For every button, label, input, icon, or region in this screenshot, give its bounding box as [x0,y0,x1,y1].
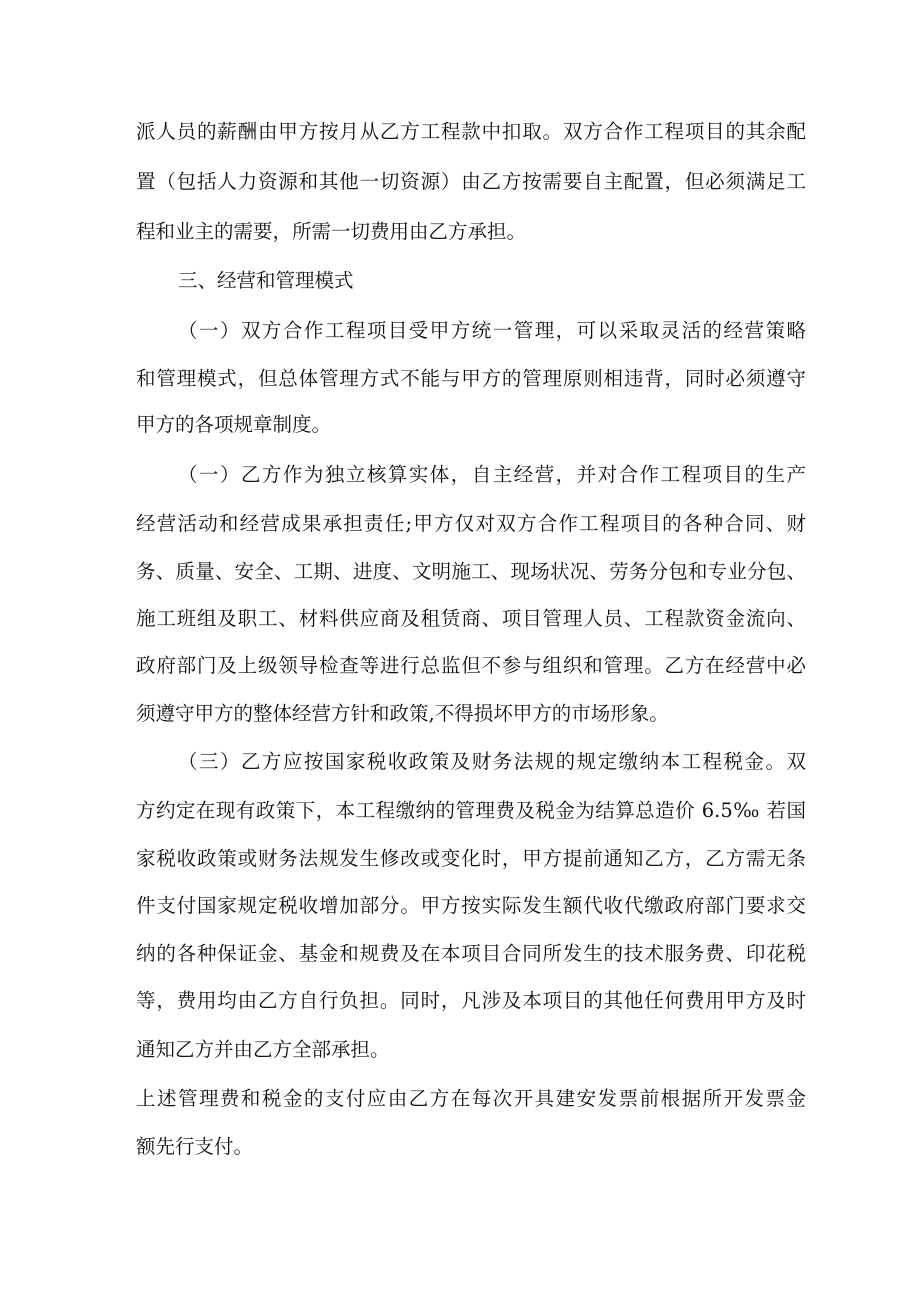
text-line: 等，费用均由乙方自行负担。同时，凡涉及本项目的其他任何费用甲方及时 [136,989,806,1012]
text-line: 家税收政策或财务法规发生修改或变化时，甲方提前通知乙方，乙方需无条 [136,847,806,870]
text-line: 经营活动和经营成果承担责任;甲方仅对双方合作工程项目的各种合同、财 [136,512,806,535]
text-line: 甲方的各项规章制度。 [136,413,332,436]
text-line: 纳的各种保证金、基金和规费及在本项目合同所发生的技术服务费、印花税 [136,942,806,965]
text-line: 派人员的薪酬由甲方按月从乙方工程款中扣取。双方合作工程项目的其余配 [136,120,806,143]
text-line: 件支付国家规定税收增加部分。甲方按实际发生额代收代缴政府部门要求交 [136,894,806,917]
text-line: 施工班组及职工、材料供应商及租赁商、项目管理人员、工程款资金流向、 [136,607,806,630]
text-line: 方约定在现有政策下，本工程缴纳的管理费及税金为结算总造价 6.5‰ 若国 [136,799,806,822]
text-line: 须遵守甲方的整体经营方针和政策,不得损坏甲方的市场形象。 [136,702,669,725]
text-line: 上述管理费和税金的支付应由乙方在每次开具建安发票前根据所开发票金 [136,1087,806,1110]
text-line: 额先行支付。 [136,1135,254,1158]
text-line: 政府部门及上级领导检查等进行总监但不参与组织和管理。乙方在经营中必 [136,654,806,677]
text-line: （一）乙方作为独立核算实体，自主经营，并对合作工程项目的生产 [178,463,806,486]
text-line: （一）双方合作工程项目受甲方统一管理，可以采取灵活的经营策略 [178,319,806,342]
text-line: 和管理模式，但总体管理方式不能与甲方的管理原则相违背，同时必须遵守 [136,367,806,390]
text-line: 务、质量、安全、工期、进度、文明施工、现场状况、劳务分包和专业分包、 [136,560,806,583]
text-line: 置（包括人力资源和其他一切资源）由乙方按需要自主配置，但必须满足工 [136,170,806,193]
text-line: 通知乙方并由乙方全部承担。 [136,1038,390,1061]
section-heading: 三、经营和管理模式 [178,269,354,292]
text-line: （三）乙方应按国家税收政策及财务法规的规定缴纳本工程税金。双 [178,750,806,773]
text-line: 程和业主的需要，所需一切费用由乙方承担。 [136,220,527,243]
